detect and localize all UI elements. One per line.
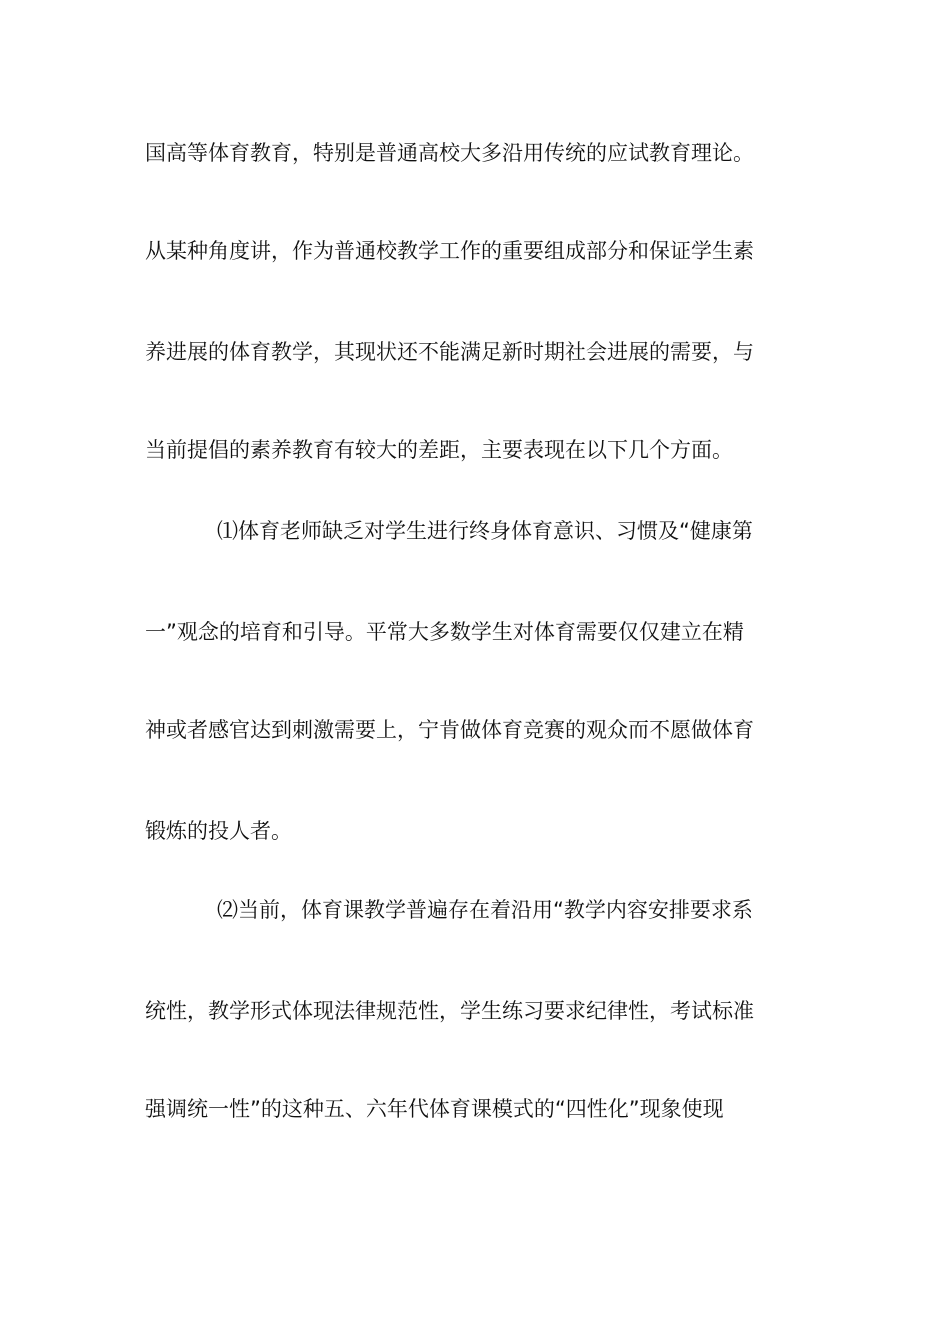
- text-line: 神或者感官达到刺激需要上，宁肯做体育竞赛的观众而不愿做体育: [145, 718, 754, 742]
- paragraph-1-first-line: ⑴体育老师缺乏对学生进行终身体育意识、习惯及“健康第: [217, 519, 753, 543]
- paragraph-2-first-line: ⑵当前，体育课教学普遍存在着沿用“教学内容安排要求系: [217, 898, 753, 922]
- text-line: 从某种角度讲，作为普通校教学工作的重要组成部分和保证学生素: [145, 239, 754, 263]
- text-line: 养进展的体育教学，其现状还不能满足新时期社会进展的需要，与: [145, 340, 754, 364]
- text-line: 当前提倡的素养教育有较大的差距，主要表现在以下几个方面。: [145, 438, 733, 462]
- text-line: 强调统一性”的这种五、六年代体育课模式的“四性化”现象使现: [145, 1097, 724, 1121]
- text-line: 国高等体育教育，特别是普通高校大多沿用传统的应试教育理论。: [145, 141, 754, 165]
- text-line: 统性，教学形式体现法律规范性，学生练习要求纪律性，考试标准: [145, 999, 754, 1023]
- text-line: 一”观念的培育和引导。平常大多数学生对体育需要仅仅建立在精: [145, 620, 744, 644]
- text-line: 锻炼的投人者。: [145, 819, 292, 843]
